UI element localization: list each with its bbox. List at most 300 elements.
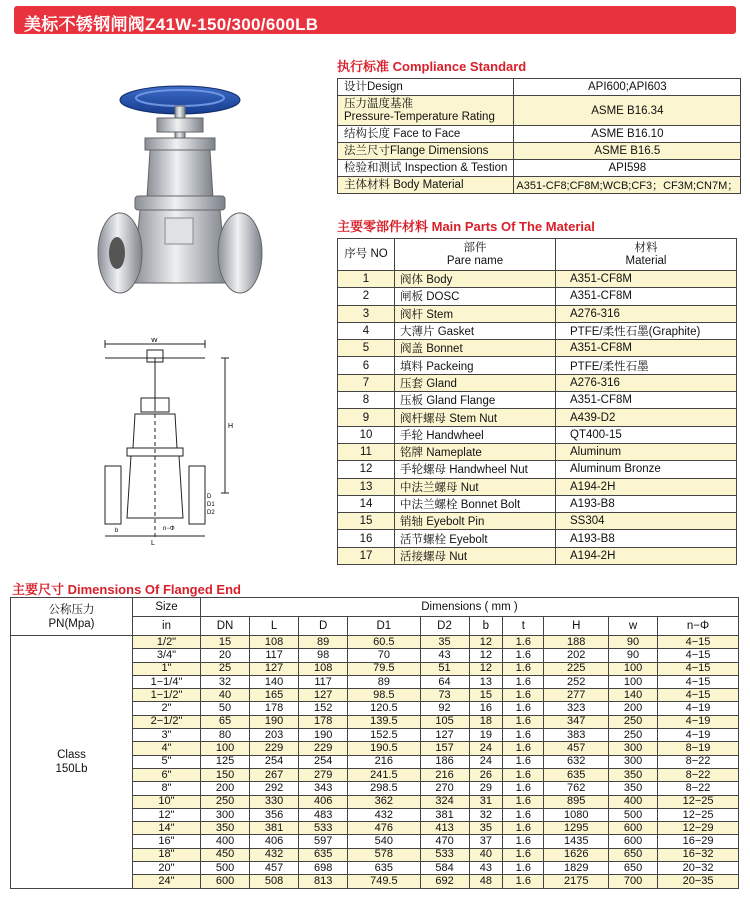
dims-cell: 3" — [133, 729, 201, 742]
dims-cell: 895 — [544, 795, 609, 808]
dims-cell: 600 — [609, 822, 658, 835]
dims-cell: 12" — [133, 808, 201, 821]
dims-cell: 16−32 — [658, 848, 739, 861]
dims-cell: 300 — [201, 808, 250, 821]
compliance-value: API598 — [514, 160, 741, 177]
dims-cell: 24 — [469, 755, 503, 768]
dims-header-dimensions: Dimensions ( mm ) — [201, 598, 739, 617]
dims-cell: 100 — [609, 675, 658, 688]
dims-cell: 8−22 — [658, 782, 739, 795]
dims-cell: 37 — [469, 835, 503, 848]
dims-cell: 1.6 — [503, 768, 544, 781]
parts-cell-material: Aluminum Bronze — [556, 461, 737, 478]
dims-col-header: H — [544, 617, 609, 636]
dims-cell: 813 — [299, 875, 348, 888]
dims-cell: 24" — [133, 875, 201, 888]
parts-cell-material: Aluminum — [556, 443, 737, 460]
dims-cell: 350 — [201, 822, 250, 835]
page-title: 美标不锈钢闸阀Z41W-150/300/600LB — [24, 15, 319, 34]
dims-cell: 16 — [469, 702, 503, 715]
dims-cell: 216 — [348, 755, 420, 768]
parts-cell-no: 10 — [338, 426, 395, 443]
dims-cell: 343 — [299, 782, 348, 795]
compliance-row — [338, 96, 741, 126]
dims-cell: 1.6 — [503, 702, 544, 715]
dims-cell: 432 — [348, 808, 420, 821]
dims-cell: 1.6 — [503, 729, 544, 742]
parts-row — [338, 426, 737, 443]
dims-cell: 650 — [609, 862, 658, 875]
dims-cell: 350 — [609, 782, 658, 795]
parts-cell-part: 大薄片 Gasket — [395, 322, 556, 339]
dims-cell: 25 — [201, 662, 250, 675]
dims-cell: 1.6 — [503, 848, 544, 861]
dims-cell: 178 — [250, 702, 299, 715]
dims-cell: 125 — [201, 755, 250, 768]
compliance-row — [338, 160, 741, 177]
dims-cell: 749.5 — [348, 875, 420, 888]
dims-cell: 1.6 — [503, 742, 544, 755]
dims-cell: 108 — [299, 662, 348, 675]
dims-col-header: L — [250, 617, 299, 636]
parts-cell-material: PTFE/柔性石墨(Graphite) — [556, 322, 737, 339]
dims-cell: 762 — [544, 782, 609, 795]
parts-row — [338, 461, 737, 478]
dims-cell: 50 — [201, 702, 250, 715]
dims-cell: 29 — [469, 782, 503, 795]
dims-cell: 300 — [609, 755, 658, 768]
dims-cell: 229 — [250, 742, 299, 755]
dims-cell: 5" — [133, 755, 201, 768]
dims-cell: 16−29 — [658, 835, 739, 848]
parts-cell-material: A439-D2 — [556, 409, 737, 426]
dims-cell: 12 — [469, 662, 503, 675]
dims-cell: 98 — [299, 649, 348, 662]
parts-row — [338, 340, 737, 357]
parts-row — [338, 513, 737, 530]
dims-cell: 20−32 — [658, 862, 739, 875]
dims-cell: 267 — [250, 768, 299, 781]
parts-row — [338, 409, 737, 426]
parts-row — [338, 547, 737, 564]
dims-cell: 79.5 — [348, 662, 420, 675]
dims-cell: 1" — [133, 662, 201, 675]
parts-header-part: 部件 Pare name — [395, 239, 556, 271]
dims-col-header: n−Φ — [658, 617, 739, 636]
dims-cell: 64 — [420, 675, 469, 688]
parts-row — [338, 443, 737, 460]
parts-cell-no: 5 — [338, 340, 395, 357]
dims-cell: 117 — [250, 649, 299, 662]
dims-header-in: in — [133, 617, 201, 636]
parts-cell-part: 填料 Packeing — [395, 357, 556, 374]
compliance-row — [338, 143, 741, 160]
parts-cell-no: 4 — [338, 322, 395, 339]
parts-cell-material: A351-CF8M — [556, 340, 737, 357]
dims-cell: 600 — [609, 835, 658, 848]
dims-cell: 1435 — [544, 835, 609, 848]
dims-col-header: D — [299, 617, 348, 636]
label-d: D — [207, 494, 212, 500]
parts-cell-no: 14 — [338, 495, 395, 512]
parts-row — [338, 478, 737, 495]
dims-cell: 533 — [299, 822, 348, 835]
dims-cell: 225 — [544, 662, 609, 675]
compliance-value: ASME B16.5 — [514, 143, 741, 160]
dimensions-table — [10, 597, 739, 889]
dims-cell: 127 — [250, 662, 299, 675]
dims-cell: 1.6 — [503, 662, 544, 675]
compliance-table — [337, 78, 741, 194]
parts-cell-part: 阀杆 Stem — [395, 305, 556, 322]
dims-cell: 584 — [420, 862, 469, 875]
parts-cell-no: 11 — [338, 443, 395, 460]
dims-cell: 254 — [250, 755, 299, 768]
compliance-label: 主体材料 Body Material — [338, 177, 514, 194]
dims-cell: 32 — [201, 675, 250, 688]
parts-cell-no: 6 — [338, 357, 395, 374]
dims-cell: 241.5 — [348, 768, 420, 781]
dims-cell: 457 — [250, 862, 299, 875]
dims-cell: 1−1/4" — [133, 675, 201, 688]
dims-cell: 14" — [133, 822, 201, 835]
dims-cell: 6" — [133, 768, 201, 781]
dims-cell: 13 — [469, 675, 503, 688]
parts-cell-part: 压套 Gland — [395, 374, 556, 391]
dims-cell: 1.6 — [503, 808, 544, 821]
parts-cell-part: 活接螺母 Nut — [395, 547, 556, 564]
parts-cell-material: A351-CF8M — [556, 392, 737, 409]
dims-cell: 578 — [348, 848, 420, 861]
parts-cell-no: 15 — [338, 513, 395, 530]
dims-cell: 476 — [348, 822, 420, 835]
dims-cell: 190 — [299, 729, 348, 742]
dims-cell: 65 — [201, 715, 250, 728]
dims-cell: 4−15 — [658, 636, 739, 649]
parts-cell-part: 中法兰螺母 Nut — [395, 478, 556, 495]
parts-cell-material: A276-316 — [556, 305, 737, 322]
dims-cell: 1.6 — [503, 715, 544, 728]
dims-cell: 400 — [201, 835, 250, 848]
compliance-value: API600;API603 — [514, 79, 741, 96]
parts-row — [338, 495, 737, 512]
parts-cell-part: 销轴 Eyebolt Pin — [395, 513, 556, 530]
parts-cell-material: A276-316 — [556, 374, 737, 391]
label-d1: D1 — [207, 502, 215, 508]
dims-cell: 43 — [420, 649, 469, 662]
dims-cell: 152.5 — [348, 729, 420, 742]
parts-table — [337, 238, 737, 565]
parts-cell-no: 8 — [338, 392, 395, 409]
dims-cell: 300 — [609, 742, 658, 755]
dims-cell: 279 — [299, 768, 348, 781]
valve-photo — [95, 68, 295, 318]
dims-cell: 15 — [201, 636, 250, 649]
dims-cell: 4−15 — [658, 662, 739, 675]
dims-cell: 4" — [133, 742, 201, 755]
dims-cell: 157 — [420, 742, 469, 755]
dims-cell: 533 — [420, 848, 469, 861]
dims-cell: 70 — [348, 649, 420, 662]
dims-cell: 48 — [469, 875, 503, 888]
dims-cell: 650 — [609, 848, 658, 861]
dims-cell: 450 — [201, 848, 250, 861]
dims-cell: 483 — [299, 808, 348, 821]
dims-cell: 4−15 — [658, 649, 739, 662]
parts-cell-part: 活节螺栓 Eyebolt — [395, 530, 556, 547]
dims-cell: 3/4" — [133, 649, 201, 662]
label-w: W — [151, 338, 158, 344]
dims-cell: 60.5 — [348, 636, 420, 649]
dims-cell: 178 — [299, 715, 348, 728]
parts-cell-part: 手轮 Handwheel — [395, 426, 556, 443]
parts-header-material: 材料 Material — [556, 239, 737, 271]
dims-cell: 4−15 — [658, 675, 739, 688]
dims-col-header: D1 — [348, 617, 420, 636]
dims-cell: 90 — [609, 649, 658, 662]
dims-cell: 8−19 — [658, 742, 739, 755]
parts-row — [338, 530, 737, 547]
dims-cell: 632 — [544, 755, 609, 768]
dims-cell: 432 — [250, 848, 299, 861]
label-b: b — [115, 528, 119, 534]
dims-cell: 4−19 — [658, 715, 739, 728]
dims-cell: 100 — [201, 742, 250, 755]
dims-cell: 20 — [201, 649, 250, 662]
dims-cell: 2−1/2" — [133, 715, 201, 728]
compliance-row — [338, 177, 741, 194]
label-d2: D2 — [207, 510, 215, 516]
dims-cell: 200 — [609, 702, 658, 715]
dims-cell: 98.5 — [348, 689, 420, 702]
dims-col-header: w — [609, 617, 658, 636]
compliance-value: A351-CF8;CF8M;WCB;CF3；CF3M;CN7M； — [514, 177, 741, 194]
parts-cell-part: 阀盖 Bonnet — [395, 340, 556, 357]
dims-cell: 40 — [201, 689, 250, 702]
compliance-value: ASME B16.10 — [514, 126, 741, 143]
parts-cell-material: SS304 — [556, 513, 737, 530]
dims-cell: 400 — [609, 795, 658, 808]
dims-cell: 190.5 — [348, 742, 420, 755]
dims-cell: 406 — [299, 795, 348, 808]
dims-cell: 12−25 — [658, 795, 739, 808]
parts-cell-material: A351-CF8M — [556, 288, 737, 305]
dims-cell: 8−22 — [658, 768, 739, 781]
dims-cell: 1.6 — [503, 822, 544, 835]
dims-cell: 108 — [250, 636, 299, 649]
compliance-label: 法兰尺寸Flange Dimensions — [338, 143, 514, 160]
dims-cell: 413 — [420, 822, 469, 835]
dims-cell: 1.6 — [503, 875, 544, 888]
dims-cell: 635 — [348, 862, 420, 875]
dims-cell: 1829 — [544, 862, 609, 875]
dims-header-size: Size — [133, 598, 201, 617]
dims-cell: 250 — [609, 715, 658, 728]
dims-cell: 2" — [133, 702, 201, 715]
label-h: H — [228, 423, 234, 430]
dims-cell: 508 — [250, 875, 299, 888]
compliance-label: 设计Design — [338, 79, 514, 96]
dims-cell: 186 — [420, 755, 469, 768]
dims-cell: 324 — [420, 795, 469, 808]
dims-cell: 152 — [299, 702, 348, 715]
parts-cell-material: A194-2H — [556, 547, 737, 564]
dims-cell: 1.6 — [503, 675, 544, 688]
dims-cell: 43 — [469, 862, 503, 875]
dims-cell: 1.6 — [503, 782, 544, 795]
label-nphi: n−Φ — [163, 526, 175, 532]
dims-cell: 1.6 — [503, 755, 544, 768]
parts-row — [338, 271, 737, 288]
dims-cell: 8" — [133, 782, 201, 795]
dims-cell: 100 — [609, 662, 658, 675]
dims-cell: 1.6 — [503, 835, 544, 848]
dims-cell: 1.6 — [503, 862, 544, 875]
parts-title: 主要零部件材料 Main Parts Of The Material — [337, 219, 595, 234]
parts-cell-no: 12 — [338, 461, 395, 478]
dims-cell: 89 — [299, 636, 348, 649]
parts-cell-material: A194-2H — [556, 478, 737, 495]
dims-cell: 406 — [250, 835, 299, 848]
dims-cell: 381 — [250, 822, 299, 835]
parts-cell-part: 手轮螺母 Handwheel Nut — [395, 461, 556, 478]
dims-cell: 698 — [299, 862, 348, 875]
title-bar — [14, 6, 736, 34]
parts-row — [338, 305, 737, 322]
dims-cell: 700 — [609, 875, 658, 888]
parts-cell-material: A193-B8 — [556, 530, 737, 547]
parts-cell-part: 铭牌 Nameplate — [395, 443, 556, 460]
dims-cell: 1295 — [544, 822, 609, 835]
dims-cell: 350 — [609, 768, 658, 781]
compliance-label: 结构长度 Face to Face — [338, 126, 514, 143]
parts-row — [338, 322, 737, 339]
dims-cell: 597 — [299, 835, 348, 848]
dims-cell: 80 — [201, 729, 250, 742]
dims-cell: 4−19 — [658, 729, 739, 742]
dims-cell: 1/2" — [133, 636, 201, 649]
compliance-value: ASME B16.34 — [514, 96, 741, 126]
dims-cell: 1080 — [544, 808, 609, 821]
parts-cell-no: 7 — [338, 374, 395, 391]
dims-cell: 90 — [609, 636, 658, 649]
dims-cell: 500 — [201, 862, 250, 875]
dims-cell: 12−29 — [658, 822, 739, 835]
dims-cell: 200 — [201, 782, 250, 795]
dims-cell: 600 — [201, 875, 250, 888]
label-l: L — [151, 540, 155, 547]
dims-cell: 347 — [544, 715, 609, 728]
dims-cell: 381 — [420, 808, 469, 821]
dims-cell: 20" — [133, 862, 201, 875]
parts-cell-no: 1 — [338, 271, 395, 288]
valve-drawing — [95, 338, 245, 548]
parts-cell-material: QT400-15 — [556, 426, 737, 443]
parts-row — [338, 288, 737, 305]
dims-cell: 140 — [609, 689, 658, 702]
dims-cell: 250 — [201, 795, 250, 808]
parts-cell-no: 9 — [338, 409, 395, 426]
dims-cell: 216 — [420, 768, 469, 781]
parts-cell-part: 闸板 DOSC — [395, 288, 556, 305]
dims-cell: 31 — [469, 795, 503, 808]
compliance-row — [338, 126, 741, 143]
compliance-title: 执行标准 Compliance Standard — [337, 59, 527, 74]
dims-col-header: D2 — [420, 617, 469, 636]
dims-cell: 73 — [420, 689, 469, 702]
dims-cell: 383 — [544, 729, 609, 742]
dims-cell: 19 — [469, 729, 503, 742]
parts-cell-material: A193-B8 — [556, 495, 737, 512]
dims-cell: 20−35 — [658, 875, 739, 888]
dims-cell: 105 — [420, 715, 469, 728]
dims-cell: 188 — [544, 636, 609, 649]
dims-cell: 1.6 — [503, 689, 544, 702]
dims-cell: 140 — [250, 675, 299, 688]
dims-cell: 18" — [133, 848, 201, 861]
dims-cell: 120.5 — [348, 702, 420, 715]
dims-cell: 292 — [250, 782, 299, 795]
dims-cell: 12−25 — [658, 808, 739, 821]
dims-cell: 92 — [420, 702, 469, 715]
dims-cell: 8−22 — [658, 755, 739, 768]
dims-cell: 540 — [348, 835, 420, 848]
dims-header-pn: 公称压力 PN(Mpa) — [11, 598, 133, 636]
dims-cell: 1.6 — [503, 636, 544, 649]
parts-cell-no: 2 — [338, 288, 395, 305]
dims-cell: 4−19 — [658, 702, 739, 715]
dims-cell: 635 — [299, 848, 348, 861]
dims-cell: 127 — [420, 729, 469, 742]
parts-header-no: 序号 NO — [338, 239, 395, 271]
parts-cell-part: 阀体 Body — [395, 271, 556, 288]
dims-cell: 35 — [420, 636, 469, 649]
dims-row — [11, 636, 739, 649]
parts-cell-part: 压板 Gland Flange — [395, 392, 556, 409]
dims-cell: 457 — [544, 742, 609, 755]
dims-cell: 32 — [469, 808, 503, 821]
dims-cell: 362 — [348, 795, 420, 808]
parts-cell-no: 13 — [338, 478, 395, 495]
dims-cell: 40 — [469, 848, 503, 861]
parts-cell-no: 17 — [338, 547, 395, 564]
dims-cell: 16" — [133, 835, 201, 848]
dims-cell: 254 — [299, 755, 348, 768]
dims-cell: 139.5 — [348, 715, 420, 728]
dims-cell: 18 — [469, 715, 503, 728]
dims-col-header: DN — [201, 617, 250, 636]
dims-cell: 150 — [201, 768, 250, 781]
dims-cell: 117 — [299, 675, 348, 688]
dims-cell: 270 — [420, 782, 469, 795]
dims-cell: 10" — [133, 795, 201, 808]
compliance-label: 检验和测试 Inspection & Testion — [338, 160, 514, 177]
dims-cell: 26 — [469, 768, 503, 781]
dims-cell: 203 — [250, 729, 299, 742]
dims-cell: 323 — [544, 702, 609, 715]
parts-cell-part: 中法兰螺栓 Bonnet Bolt — [395, 495, 556, 512]
dims-cell: 692 — [420, 875, 469, 888]
compliance-label: 压力温度基准 Pressure-Temperature Rating — [338, 96, 514, 126]
dims-cell: 202 — [544, 649, 609, 662]
dims-col-header: t — [503, 617, 544, 636]
dims-cell: 250 — [609, 729, 658, 742]
dims-cell: 298.5 — [348, 782, 420, 795]
dims-cell: 51 — [420, 662, 469, 675]
dims-cell: 635 — [544, 768, 609, 781]
dimensions-title: 主要尺寸 Dimensions Of Flanged End — [12, 582, 241, 597]
dims-col-header: b — [469, 617, 503, 636]
